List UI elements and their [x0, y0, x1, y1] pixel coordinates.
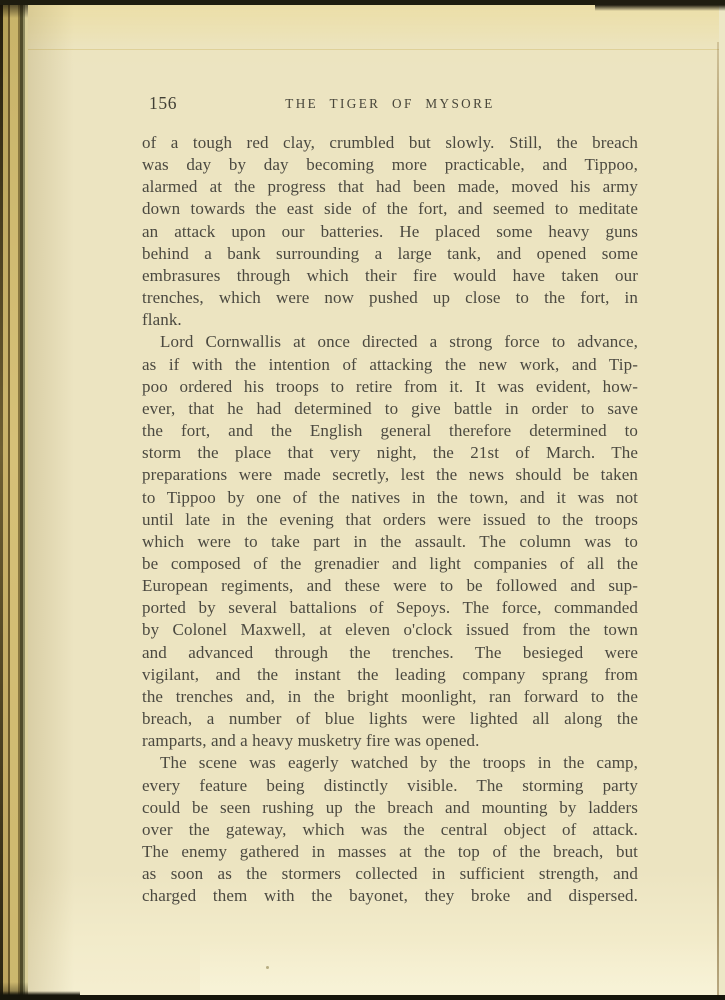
book-gutter-edges: [0, 0, 28, 1000]
book-bottom-edge: [0, 995, 725, 1000]
paragraph: [142, 752, 638, 907]
page-edge-strip: [3, 0, 8, 1000]
body-text: [142, 132, 638, 907]
text-line: and advanced through the trenches. The besieged were: [142, 642, 638, 662]
text-line: be composed of the grenadier and light companies of all the: [142, 553, 638, 573]
text-line: down towards the east side of the fort, and seemed to meditate: [142, 199, 638, 219]
text-line: flank.: [142, 310, 182, 330]
running-title: THE TIGER OF MYSORE: [285, 96, 495, 111]
page-top-curl-highlight: [28, 5, 725, 50]
text-line: Lord Cornwallis at once directed a strong force to advance,: [160, 332, 638, 352]
text-line: preparations were made secretly, lest the news should be taken: [142, 465, 638, 485]
gutter-shadow: [28, 0, 74, 1000]
text-line: alarmed at the progress that had been made, moved his army: [142, 177, 638, 197]
text-line: was day by day becoming more practicable, and Tippoo,: [142, 155, 638, 175]
page-edge-strip: [10, 0, 18, 1000]
text-line: as soon as the stormers collected in sufficient strength, and: [142, 864, 638, 884]
page-number: 156: [149, 93, 178, 113]
text-line: every feature being distinctly visible. The storming party: [142, 775, 638, 795]
page-edge-strip: [8, 0, 10, 1000]
paragraph: [142, 331, 638, 752]
text-line: to Tippoo by one of the natives in the town, and it was not: [142, 487, 638, 507]
page-edge-strip: [23, 0, 25, 1000]
text-line: until late in the evening that orders were issued to the troops: [142, 509, 638, 529]
bottom-left-shadow: [0, 991, 80, 1000]
text-line: The enemy gathered in masses at the top of the breach, but: [142, 842, 638, 861]
paragraph: [142, 132, 638, 331]
text-line: breach, a number of blue lights were lighted all along the: [142, 709, 638, 729]
text-line: behind a bank surrounding a large tank, and opened some: [142, 243, 638, 263]
top-right-shadow: [595, 0, 725, 11]
text-line: vigilant, and the instant the leading company sprang from: [142, 664, 638, 684]
page-edge-strip: [25, 0, 28, 1000]
page-edge-strip: [0, 0, 3, 1000]
text-line: over the gateway, which was the central object of attack.: [142, 819, 638, 839]
text-line: trenches, which were now pushed up close to the fort, in: [142, 288, 638, 308]
right-page-edge: [719, 5, 725, 995]
page-bottom-highlight: [200, 940, 718, 995]
text-line: the trenches and, in the bright moonlight, ran forward to the: [142, 686, 638, 706]
text-line: ported by several battalions of Sepoys. The force, commanded: [142, 598, 638, 618]
text-line: charged them with the bayonet, they broke and dispersed.: [142, 886, 638, 906]
text-line: embrasures through which their fire would have taken our: [142, 265, 638, 285]
text-line: the fort, and the English general therefore determined to: [142, 421, 638, 441]
text-line: European regiments, and these were to be followed and sup-: [142, 576, 638, 596]
text-line: could be seen rushing up the breach and mounting by ladders: [142, 797, 638, 817]
text-line: ever, that he had determined to give battle in order to save: [142, 398, 638, 418]
text-line: by Colonel Maxwell, at eleven o'clock issued from the town: [142, 620, 638, 640]
page-edge-strip: [18, 0, 20, 1000]
text-line: ramparts, and a heavy musketry fire was opened.: [142, 731, 480, 751]
paper-speck: [266, 966, 269, 969]
text-line: which were to take part in the assault. The column was to: [142, 531, 638, 551]
text-line: The scene was eagerly watched by the troops in the camp,: [160, 753, 638, 773]
text-line: as if with the intention of attacking the new work, and Tip-: [142, 354, 638, 374]
text-line: storm the place that very night, the 21st of March. The: [142, 443, 638, 463]
text-line: poo ordered his troops to retire from it. It was evident, how-: [142, 376, 638, 396]
page-edge-strip: [20, 0, 23, 1000]
text-line: of a tough red clay, crumbled but slowly. Still, the breach: [142, 133, 638, 152]
text-line: an attack upon our batteries. He placed some heavy guns: [142, 221, 638, 241]
